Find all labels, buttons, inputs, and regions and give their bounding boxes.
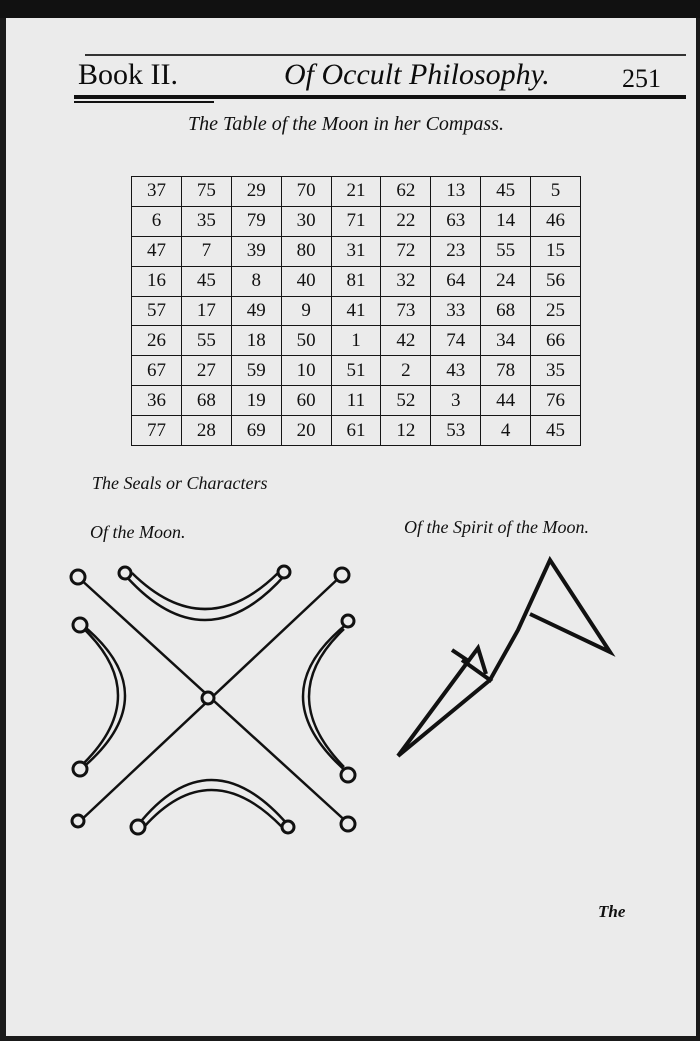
catchword: The [598, 902, 626, 921]
table-cell: 28 [181, 416, 231, 446]
seal-node [71, 570, 85, 584]
table-cell: 74 [431, 326, 481, 356]
table-cell: 56 [531, 266, 581, 296]
table-cell: 72 [381, 236, 431, 266]
table-cell: 47 [132, 236, 182, 266]
table-cell: 14 [481, 206, 531, 236]
spirit-caption: Of the Spirit of the Moon. [404, 517, 589, 537]
spirit-sigil-stroke [398, 648, 486, 756]
seal-center-node [202, 692, 214, 704]
table-cell: 64 [431, 266, 481, 296]
seal-node [278, 566, 290, 578]
table-cell: 33 [431, 296, 481, 326]
table-cell: 57 [132, 296, 182, 326]
crescent-bottom-inner [144, 790, 282, 827]
seal-node [72, 815, 84, 827]
table-row [132, 236, 581, 266]
running-title: Of Occult Philosophy. [284, 58, 550, 91]
table-cell: 13 [431, 177, 481, 207]
table-cell: 68 [181, 386, 231, 416]
table-cell: 9 [281, 296, 331, 326]
table-cell: 71 [331, 206, 381, 236]
table-cell: 45 [481, 177, 531, 207]
moon-magic-square [131, 176, 581, 446]
table-cell: 44 [481, 386, 531, 416]
table-cell: 3 [431, 386, 481, 416]
seal-node [335, 568, 349, 582]
seal-node [341, 817, 355, 831]
table-cell: 36 [132, 386, 182, 416]
moon-seal-figure [60, 555, 370, 845]
table-cell: 23 [431, 236, 481, 266]
seal-moon-caption: Of the Moon. [90, 522, 186, 542]
table-cell: 40 [281, 266, 331, 296]
table-cell: 77 [132, 416, 182, 446]
table-cell: 20 [281, 416, 331, 446]
table-cell: 7 [181, 236, 231, 266]
table-cell: 51 [331, 356, 381, 386]
table-cell: 55 [481, 236, 531, 266]
table-cell: 19 [231, 386, 281, 416]
moon-spirit-character [390, 552, 630, 772]
header-rule-accent [74, 101, 214, 103]
table-cell: 24 [481, 266, 531, 296]
table-cell: 30 [281, 206, 331, 236]
seal-node [73, 762, 87, 776]
table-cell: 35 [531, 356, 581, 386]
table-cell: 17 [181, 296, 231, 326]
table-cell: 25 [531, 296, 581, 326]
seal-node [282, 821, 294, 833]
table-cell: 22 [381, 206, 431, 236]
table-row [132, 296, 581, 326]
table-cell: 8 [231, 266, 281, 296]
table-cell: 69 [231, 416, 281, 446]
table-cell: 62 [381, 177, 431, 207]
crescent-left-inner [84, 629, 118, 763]
table-cell: 67 [132, 356, 182, 386]
table-cell: 16 [132, 266, 182, 296]
seals-heading: The Seals or Characters [92, 473, 268, 493]
page-number: 251 [622, 64, 661, 93]
table-cell: 42 [381, 326, 431, 356]
table-cell: 5 [531, 177, 581, 207]
table-cell: 21 [331, 177, 381, 207]
table-cell: 45 [531, 416, 581, 446]
seal-node [73, 618, 87, 632]
table-row [132, 266, 581, 296]
table-cell: 55 [181, 326, 231, 356]
table-cell: 59 [231, 356, 281, 386]
table-row [132, 356, 581, 386]
table-cell: 32 [381, 266, 431, 296]
table-cell: 10 [281, 356, 331, 386]
header-rule [74, 95, 686, 99]
table-cell: 1 [331, 326, 381, 356]
table-cell: 26 [132, 326, 182, 356]
table-cell: 75 [181, 177, 231, 207]
table-cell: 35 [181, 206, 231, 236]
table-cell: 60 [281, 386, 331, 416]
table-cell: 37 [132, 177, 182, 207]
table-row [132, 326, 581, 356]
table-cell: 6 [132, 206, 182, 236]
table-cell: 45 [181, 266, 231, 296]
table-cell: 46 [531, 206, 581, 236]
table-cell: 11 [331, 386, 381, 416]
crescent-top-inner [132, 573, 278, 609]
table-cell: 18 [231, 326, 281, 356]
table-cell: 79 [231, 206, 281, 236]
spirit-sigil-stroke [398, 560, 610, 756]
seal-node [342, 615, 354, 627]
table-cell: 31 [331, 236, 381, 266]
table-cell: 52 [381, 386, 431, 416]
seal-node [131, 820, 145, 834]
table-cell: 53 [431, 416, 481, 446]
table-cell: 34 [481, 326, 531, 356]
table-cell: 63 [431, 206, 481, 236]
table-caption: The Table of the Moon in her Compass. [188, 113, 504, 135]
table-cell: 43 [431, 356, 481, 386]
table-row [132, 206, 581, 236]
table-cell: 76 [531, 386, 581, 416]
table-cell: 49 [231, 296, 281, 326]
table-row [132, 416, 581, 446]
table-cell: 81 [331, 266, 381, 296]
seal-node [119, 567, 131, 579]
table-cell: 29 [231, 177, 281, 207]
table-cell: 68 [481, 296, 531, 326]
table-cell: 73 [381, 296, 431, 326]
book-label: Book II. [78, 58, 178, 91]
table-cell: 80 [281, 236, 331, 266]
table-cell: 50 [281, 326, 331, 356]
header-top-rule [85, 54, 686, 56]
table-cell: 70 [281, 177, 331, 207]
moon-table [131, 176, 581, 446]
table-cell: 78 [481, 356, 531, 386]
table-cell: 66 [531, 326, 581, 356]
table-cell: 61 [331, 416, 381, 446]
table-cell: 2 [381, 356, 431, 386]
crescent-right-inner [309, 629, 344, 767]
spirit-sigil-stroke [452, 650, 470, 662]
table-cell: 27 [181, 356, 231, 386]
table-row [132, 177, 581, 207]
table-cell: 39 [231, 236, 281, 266]
table-cell: 4 [481, 416, 531, 446]
seal-node [341, 768, 355, 782]
table-row [132, 386, 581, 416]
table-cell: 41 [331, 296, 381, 326]
table-cell: 12 [381, 416, 431, 446]
table-cell: 15 [531, 236, 581, 266]
